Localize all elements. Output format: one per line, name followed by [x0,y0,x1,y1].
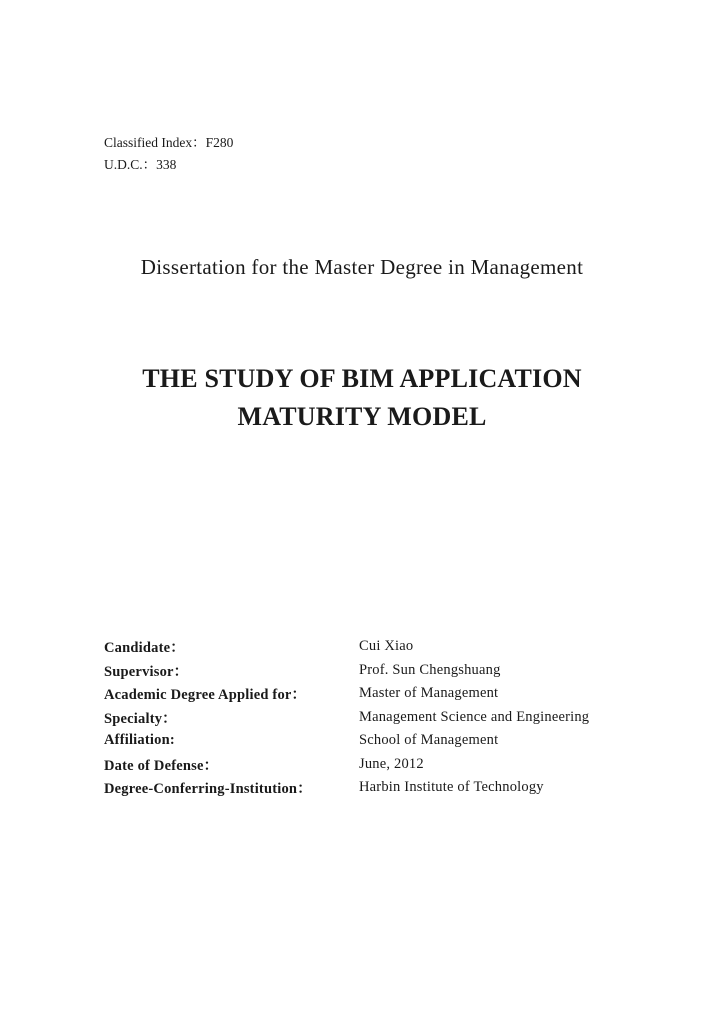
dissertation-title [0,360,724,436]
info-value: School of Management [359,732,499,749]
info-value: Management Science and Engineering [359,708,590,725]
info-row-institution [104,776,664,800]
title-line-1: THE STUDY OF BIM APPLICATION [142,364,582,393]
info-label: Candidate： [104,640,185,657]
info-label: Academic Degree Applied for： [104,687,307,704]
info-row-supervisor [104,659,664,683]
degree-statement: Dissertation for the Master Degree in Management [140,255,584,279]
info-row-candidate [104,635,664,659]
info-label: Specialty： [104,710,177,727]
info-row-date-of-defense [104,753,664,777]
info-value: June, 2012 [359,755,424,772]
info-value: Prof. Sun Chengshuang [359,661,501,678]
title-line-2: MATURITY MODEL [237,402,487,431]
info-value: Harbin Institute of Technology [359,779,544,796]
classified-index: Classified Index：F280 [104,135,234,150]
info-row-affiliation [104,729,664,753]
info-value: Cui Xiao [359,638,414,655]
info-label: Affiliation: [104,732,175,749]
udc-code: U.D.C.：338 [104,157,177,172]
info-label: Date of Defense： [104,757,219,774]
info-label: Degree-Conferring-Institution： [104,781,312,798]
info-row-academic-degree [104,682,664,706]
info-label: Supervisor： [104,663,189,680]
info-value: Master of Management [359,685,499,702]
info-row-specialty [104,706,664,730]
candidate-info-table [104,635,664,800]
